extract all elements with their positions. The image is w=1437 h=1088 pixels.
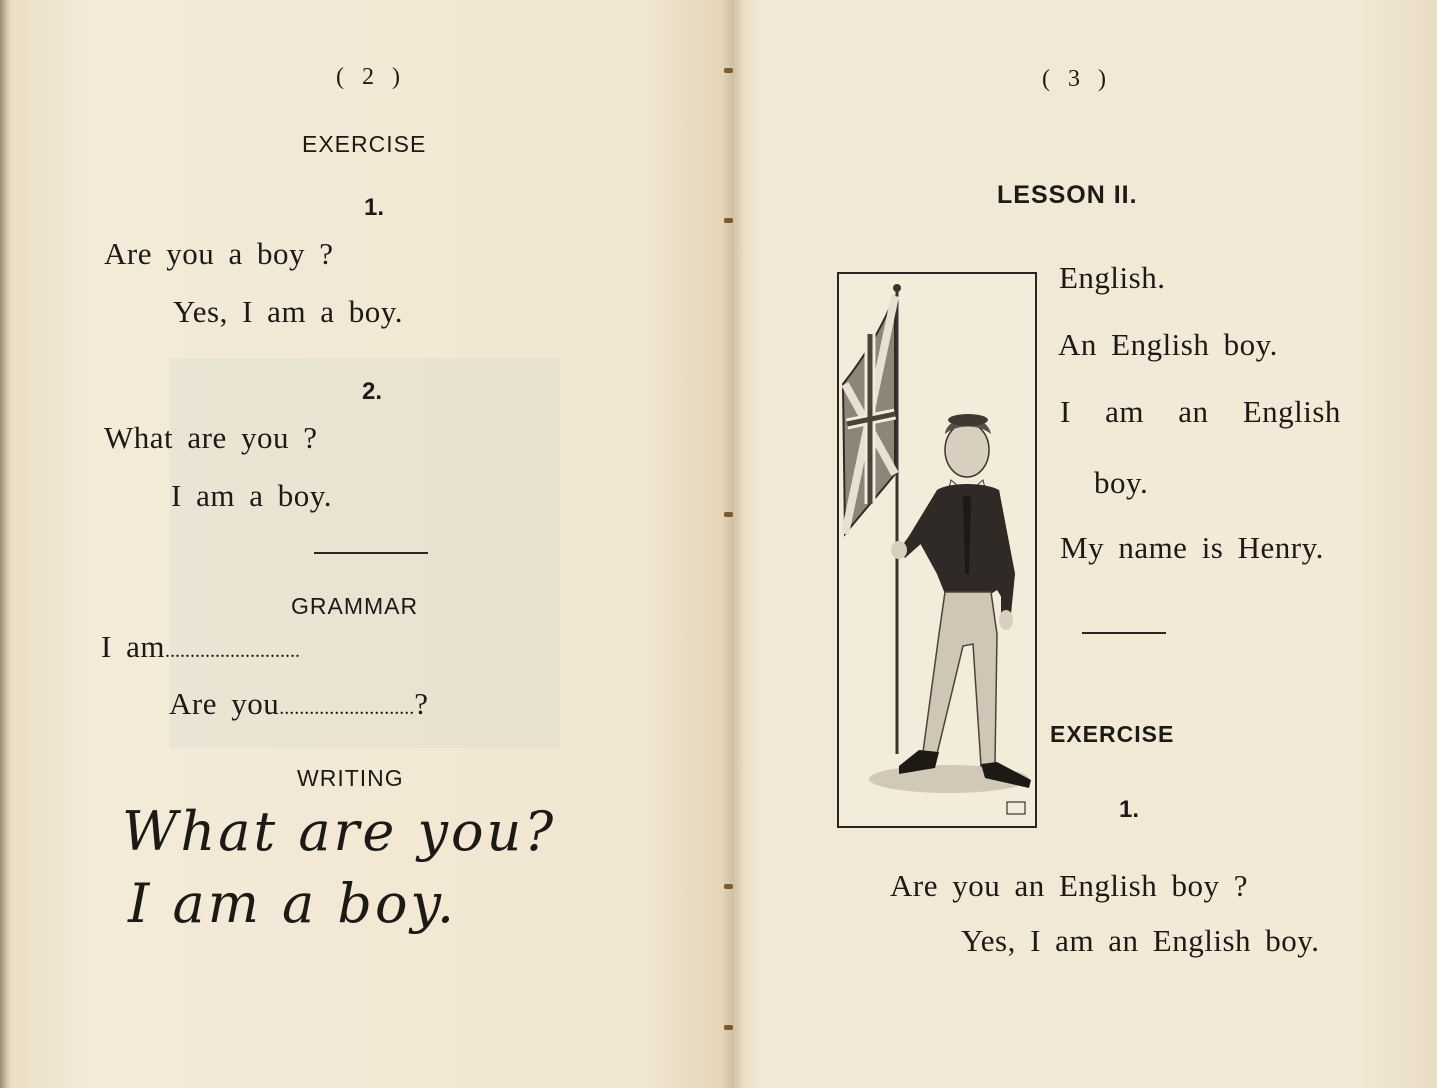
page-number: ( 3 ) bbox=[1042, 66, 1112, 92]
question-text: What are you ? bbox=[104, 420, 318, 455]
section-divider bbox=[1082, 632, 1166, 634]
answer-text: Yes, I am an English boy. bbox=[961, 923, 1320, 958]
lesson-line: An English boy. bbox=[1058, 327, 1278, 362]
exercise-heading: EXERCISE bbox=[1050, 721, 1175, 747]
exercise-heading: EXERCISE bbox=[302, 131, 427, 157]
exercise-number: 2. bbox=[362, 378, 383, 405]
handwriting-line: I am a boy. bbox=[128, 872, 457, 935]
section-divider bbox=[314, 552, 428, 554]
boy-with-flag-illustration bbox=[837, 272, 1037, 828]
lesson-heading: LESSON II. bbox=[997, 181, 1138, 209]
grammar-line: I am........................... bbox=[101, 629, 300, 664]
lesson-line: I am an English bbox=[1060, 394, 1341, 429]
page-number: ( 2 ) bbox=[336, 64, 406, 90]
answer-text: Yes, I am a boy. bbox=[173, 294, 404, 329]
grammar-line: Are you...........................? bbox=[169, 686, 429, 721]
handwriting-line: What are you? bbox=[122, 800, 557, 863]
exercise-number: 1. bbox=[1119, 796, 1140, 823]
lesson-line: English. bbox=[1059, 260, 1166, 295]
lesson-line: My name is Henry. bbox=[1060, 530, 1324, 565]
exercise-number: 1. bbox=[364, 194, 385, 221]
question-text: Are you an English boy ? bbox=[890, 868, 1248, 903]
answer-text: I am a boy. bbox=[171, 478, 332, 513]
writing-heading: WRITING bbox=[297, 765, 404, 791]
question-text: Are you a boy ? bbox=[104, 236, 334, 271]
grammar-heading: GRAMMAR bbox=[291, 593, 419, 619]
lesson-line: boy. bbox=[1094, 465, 1149, 500]
